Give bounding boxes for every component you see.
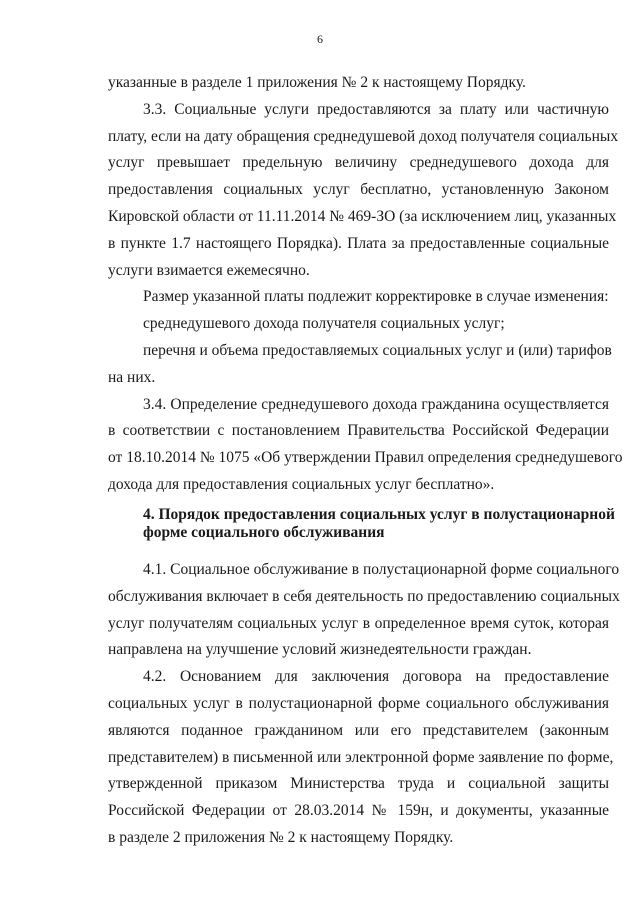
text-line: указанные в разделе 1 приложения № 2 к настоящему Порядку.	[108, 74, 526, 91]
text-line: плату, если на дату обращения среднедушевой доход получателя социальных	[108, 127, 619, 145]
text-line: 4.1. Социальное обслуживание в полустационарной форме социального	[143, 561, 620, 578]
text-line: 3.3. Социальные услуги предоставляются за плату или частичную	[143, 100, 609, 118]
page-number: 6	[317, 32, 323, 46]
text-line: направлена на улучшение условий жизнедеятельности граждан.	[108, 641, 532, 659]
text-line: от 18.10.2014 № 1075 «Об утверждении Правил определения среднедушевого	[108, 449, 623, 467]
text-line: услуги взимается ежемесячно.	[108, 261, 310, 279]
text-line: Российской Федерации от 28.03.2014 № 159н, и документы, указанные	[108, 802, 609, 820]
text-line: на них.	[108, 368, 156, 386]
text-line: социальных услуг в полустационарной форме социального обслуживания	[108, 695, 609, 712]
text-line: Кировской области от 11.11.2014 № 469-ЗО (за исключением лиц, указанных	[108, 208, 617, 225]
text-line: 3.4. Определение среднедушевого дохода гражданина осуществляется	[143, 395, 609, 413]
text-line: дохода для предоставления социальных услуг бесплатно».	[108, 476, 495, 493]
text-line: обслуживания включает в себя деятельность по предоставлению социальных	[108, 587, 620, 605]
text-line: являются поданное гражданином или его представителем (законным	[108, 721, 609, 739]
section-heading-line-1: 4. Порядок предоставления социальных услуг в полустационарной	[143, 506, 615, 523]
text-line: услуг превышает предельную величину среднедушевого дохода для	[108, 154, 609, 172]
text-line: представителем) в письменной или электронной форме заявление по форме,	[108, 748, 614, 766]
text-line: перечня и объема предоставляемых социальных услуг и (или) тарифов	[143, 342, 612, 359]
text-line: 4.2. Основанием для заключения договора на предоставление	[143, 668, 609, 686]
text-line: предоставления социальных услуг бесплатно, установленную Законом	[108, 181, 609, 199]
text-line: утвержденной приказом Министерства труда и социальной защиты	[108, 775, 609, 793]
text-line: в соответствии с постановлением Правительства Российской Федерации	[108, 422, 609, 440]
section-heading-line-2: форме социального обслуживания	[143, 524, 385, 541]
text-line: Размер указанной платы подлежит корректировке в случае изменения:	[143, 288, 609, 306]
text-line: услуг получателям социальных услуг в определенное время суток, которая	[108, 614, 609, 632]
text-line: среднедушевого дохода получателя социальных услуг;	[143, 315, 505, 333]
text-line: в пункте 1.7 настоящего Порядка). Плата за предоставленные социальные	[108, 234, 609, 252]
text-line: в разделе 2 приложения № 2 к настоящему Порядку.	[108, 829, 454, 846]
